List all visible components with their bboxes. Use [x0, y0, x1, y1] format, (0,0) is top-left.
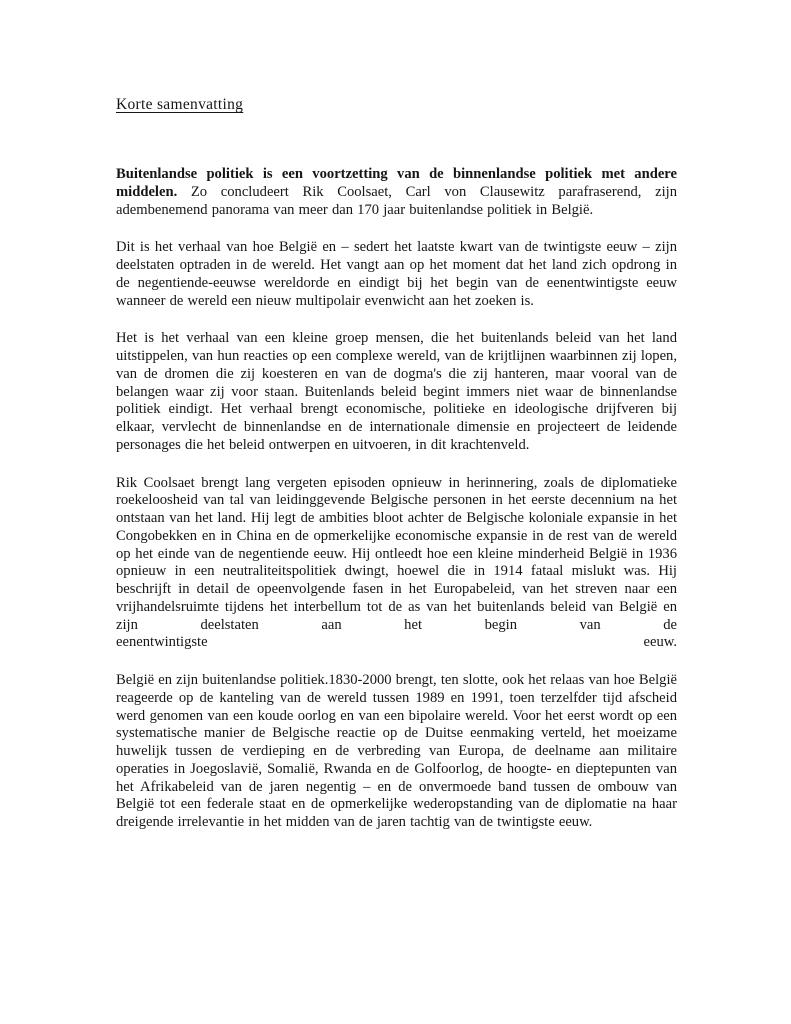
paragraph-episodes: Rik Coolsaet brengt lang vergeten episoden opnieuw in herinnering, zoals de diplomatieke roekeloosheid van tal van leidinggevende Belgische personen in het eerste decennium na het ontstaan van het land. Hij legt de ambities bloot achter de Belgische koloniale expansie in het Congobekken en in China en de opmerkelijke economische expansie in de rest van de wereld op het einde van de negentiende eeuw. Hij ontleedt hoe een kleine minderheid België in 1936 opnieuw in een neutraliteitspolitiek dwingt, hoewel die in 1914 fataal mislukt was. Hij beschrijft in detail de opeenvolgende fasen in het Europabeleid, van het streven naar een vrijhandelsruimte tijdens het interbellum tot de as van het buitenlands beleid van België en zijn deelstaten aan het begin van de: [116, 474, 677, 633]
paragraph-intro-text: Zo concludeert Rik Coolsaet, Carl von Clausewitz parafraserend, zijn adembenemend panorama van meer dan 170 jaar buitenlandse politiek in België.: [116, 183, 677, 218]
paragraph-intro: [116, 166, 677, 219]
paragraph-story-belgium: Dit is het verhaal van hoe België en – sedert het laatste kwart van de twintigste eeuw – zijn deelstaten optraden in de wereld. Het vangt aan op het moment dat het land zich opdrong in de negentiende-eeuwse wereldorde en eindigt bij het begin van de eenentwintigste eeuw wanneer de wereld een nieuw multipolair evenwicht aan het zoeken is.: [116, 239, 677, 309]
paragraph-small-group: Het is het verhaal van een kleine groep mensen, die het buitenlands beleid van het land uitstippelen, van hun reacties op een complexe wereld, van de krijtlijnen waarbinnen zij lopen, van de dromen die zij koesteren en van de dogma's die zij hanteren, maar vooral van de belangen waar zij voor staan. Buitenlands beleid begint immers niet waar de binnenlandse politiek eindigt. Het verhaal brengt economische, politieke en ideologische drijfveren bij elkaar, vervlecht de binnenlandse en de internationale dimensie en projecteert de leidende personages die het beleid ontwerpen en uitvoeren, in dit krachtenveld.: [116, 330, 677, 453]
paragraph-episodes-last-line: [116, 634, 677, 652]
last-line-right-word: eeuw.: [643, 634, 677, 651]
last-line-left-word: eenentwintigste: [116, 634, 208, 651]
page-title: Korte samenvatting: [116, 96, 244, 113]
paragraph-1830-2000: België en zijn buitenlandse politiek.1830-2000 brengt, ten slotte, ook het relaas van hoe België reageerde op de kanteling van de wereld tussen 1989 en 1991, toen terzelfder tijd afscheid werd genomen van een koude oorlog en van een bipolaire wereld. Voor het eerst wordt op een systematische manier de Belgische reactie op de Duitse eenmaking verteld, het moeizame huwelijk tussen de verdieping en de verbreding van Europa, de deelname aan militaire operaties in Joegoslavië, Somalië, Rwanda en de Golfoorlog, de hoogte- en dieptepunten van het Afrikabeleid van de jaren negentig – en de onvermoede band tussen de ombouw van België tot een federale staat en de opmerkelijke wederopstanding van de diplomatie na haar dreigende irrelevantie in het midden van de jaren tachtig van de twintigste eeuw.: [116, 672, 677, 830]
paragraph-intro-bold-lead: Buitenlandse politiek is een voortzetting van de binnenlandse politiek met andere middelen.: [116, 166, 677, 200]
